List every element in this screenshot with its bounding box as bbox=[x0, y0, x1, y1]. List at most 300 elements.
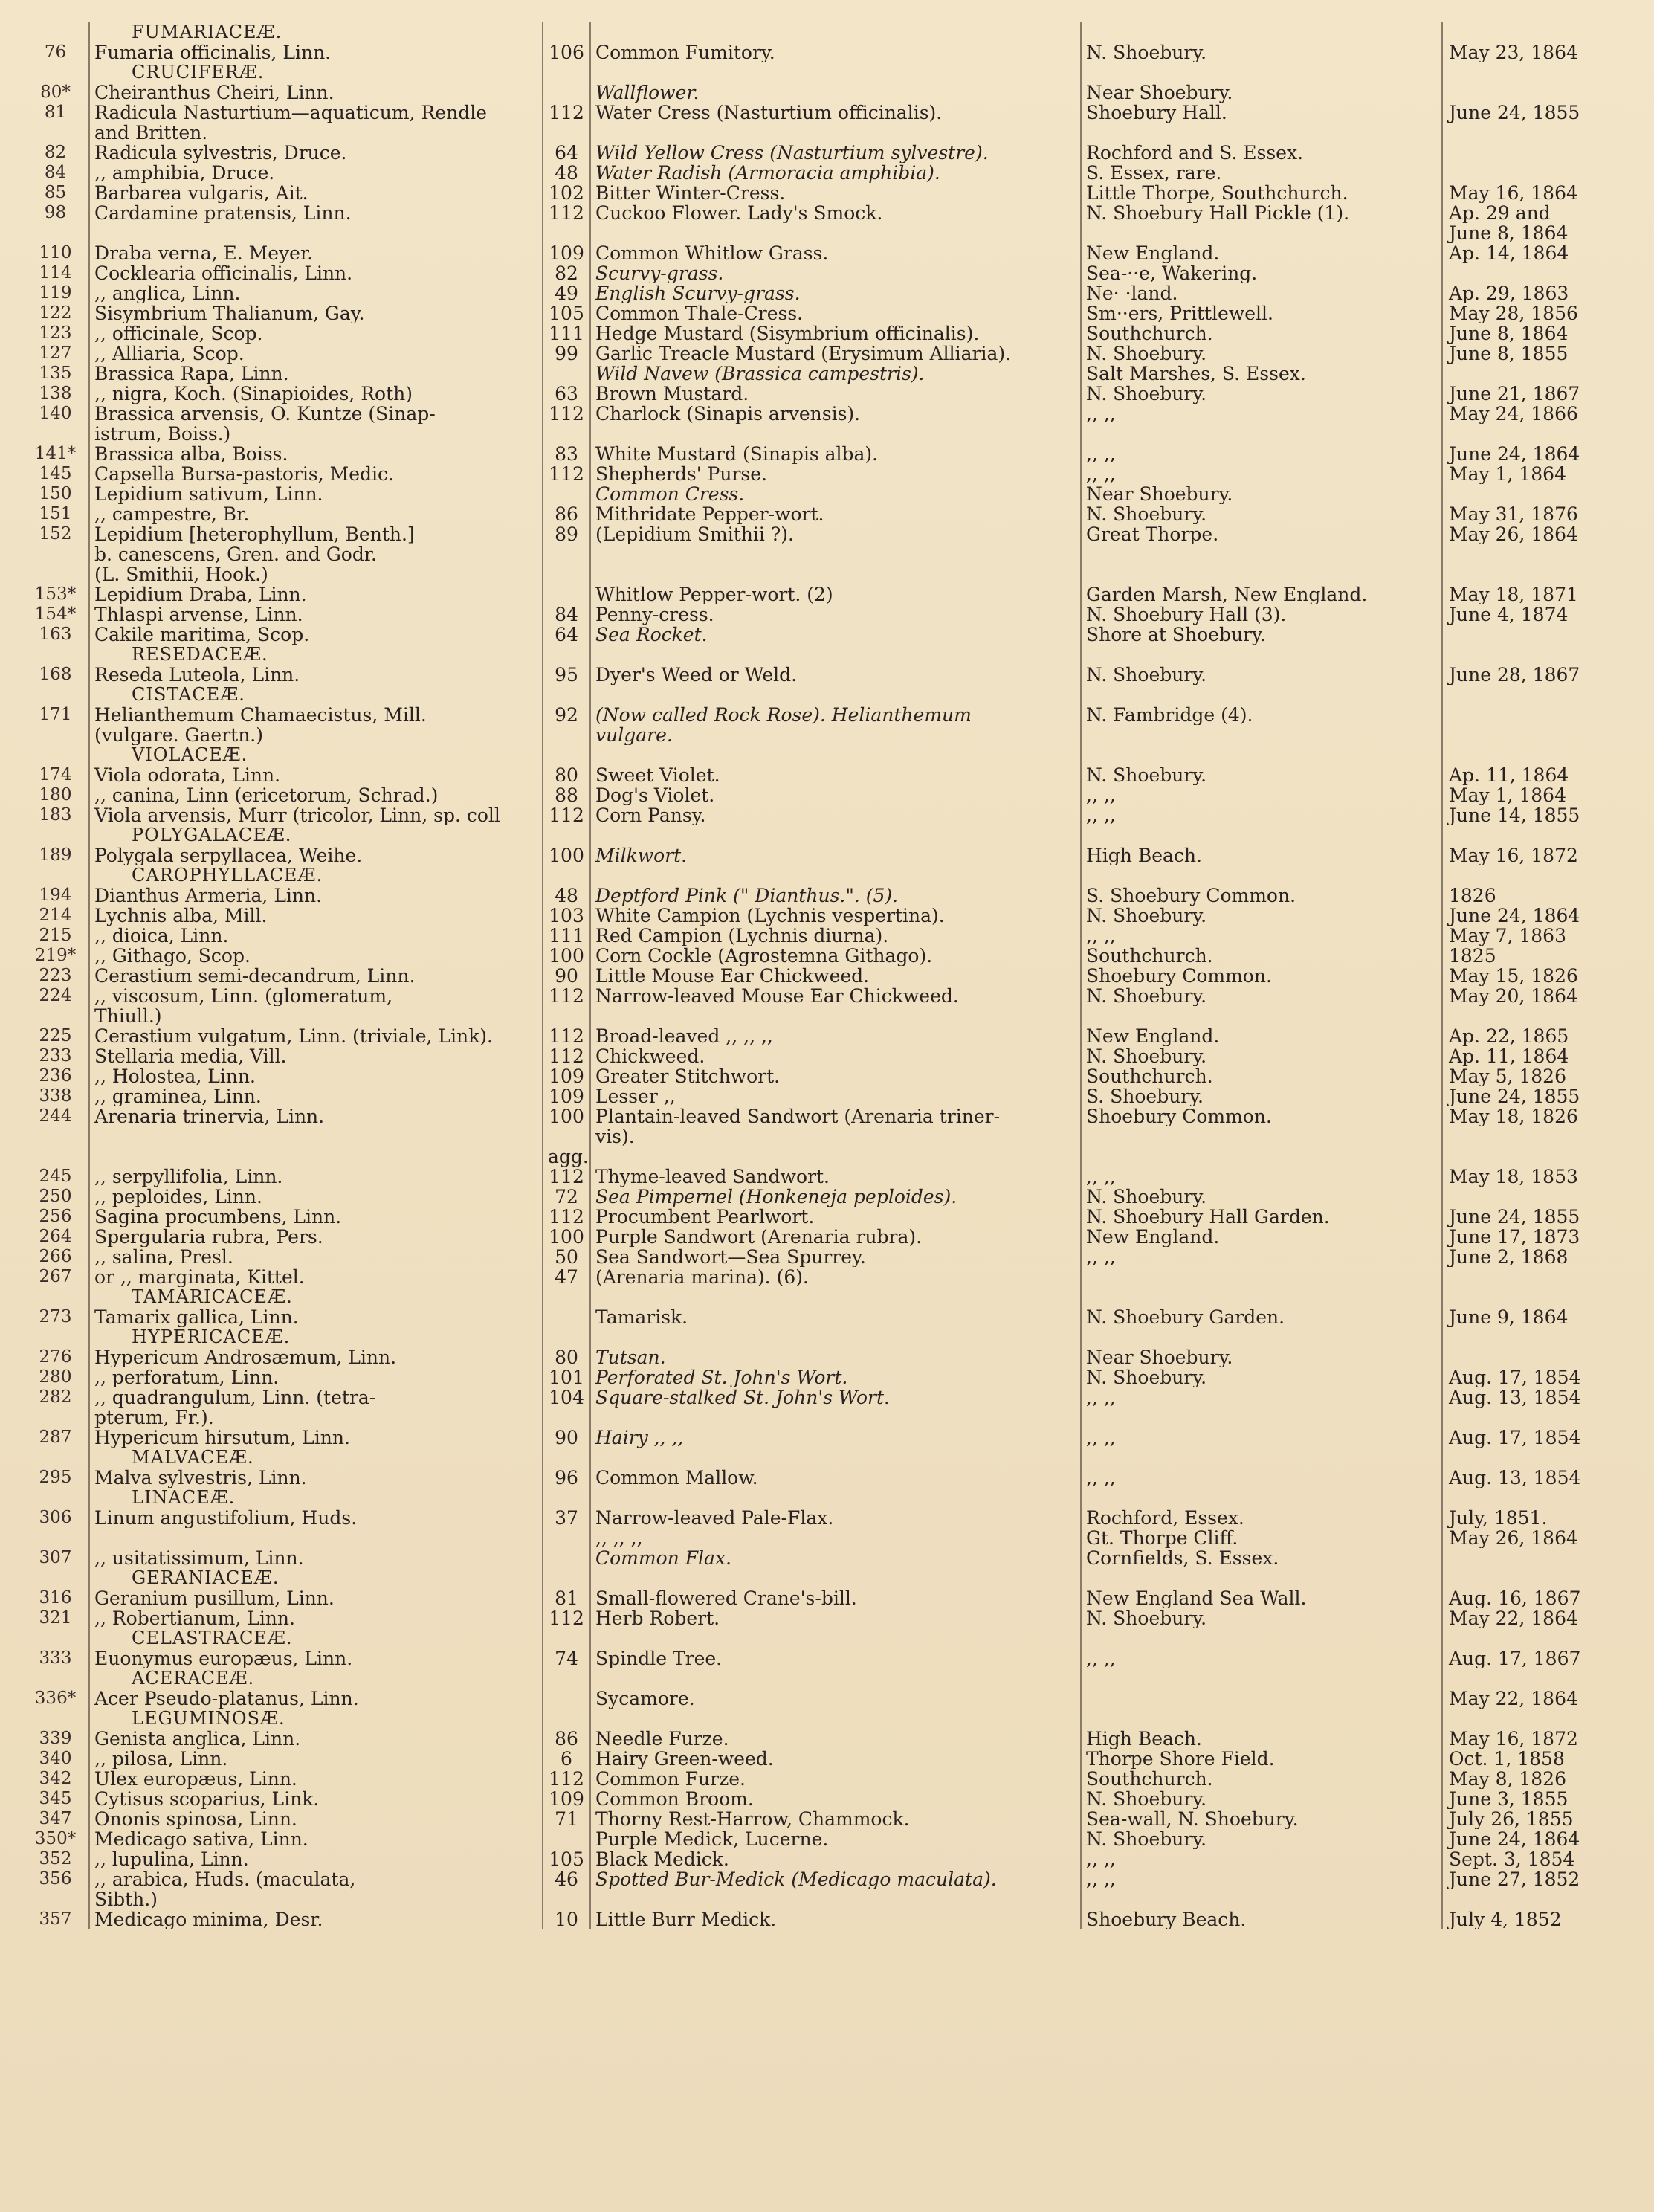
entry-number: 338 bbox=[39, 1086, 72, 1106]
common-name: ,, ,, ,, bbox=[590, 1528, 1081, 1548]
page-number: 100 bbox=[543, 1106, 590, 1126]
record-date: Aug. 17, 1854 bbox=[1442, 1428, 1628, 1448]
entry-number: 81 bbox=[44, 103, 67, 122]
record-date: May 26, 1864 bbox=[1442, 524, 1628, 544]
common-name bbox=[590, 123, 1081, 143]
latin-name: Fumaria officinalis, Linn. bbox=[89, 42, 543, 62]
common-name: Common Broom. bbox=[590, 1789, 1081, 1809]
table-row bbox=[22, 143, 1628, 163]
page-number: 64 bbox=[543, 143, 590, 163]
latin-name: Cerastium vulgatum, Linn. (triviale, Link). bbox=[89, 1026, 543, 1046]
species-ledger-table bbox=[22, 22, 1628, 1929]
record-date: June 8, 1864 bbox=[1442, 223, 1628, 243]
latin-name: (L. Smithii, Hook.) bbox=[89, 564, 543, 584]
common-name: Common Cress. bbox=[590, 484, 1081, 504]
table-row bbox=[22, 1408, 1628, 1428]
locality: ,, ,, bbox=[1081, 1428, 1442, 1448]
latin-name: ,, viscosum, Linn. (glomeratum, bbox=[89, 986, 543, 1006]
record-date: May 1, 1864 bbox=[1442, 785, 1628, 805]
common-name: Common Whitlow Grass. bbox=[590, 243, 1081, 263]
entry-number: 168 bbox=[39, 665, 72, 684]
entry-number: 135 bbox=[39, 364, 72, 383]
latin-name: ,, Holostea, Linn. bbox=[89, 1066, 543, 1086]
common-name: Cuckoo Flower. Lady's Smock. bbox=[590, 203, 1081, 223]
record-date: June 17, 1873 bbox=[1442, 1227, 1628, 1247]
record-date bbox=[1442, 865, 1628, 886]
table-row bbox=[22, 906, 1628, 926]
locality: ,, ,, bbox=[1081, 1387, 1442, 1408]
common-name: (Now called Rock Rose). Helianthemum bbox=[590, 705, 1081, 725]
common-name: Plantain-leaved Sandwort (Arenaria triner- bbox=[590, 1106, 1081, 1126]
latin-name: ,, canina, Linn (ericetorum, Schrad.) bbox=[89, 785, 543, 805]
locality: Ne· ·land. bbox=[1081, 283, 1442, 303]
common-name: Purple Sandwort (Arenaria rubra). bbox=[590, 1227, 1081, 1247]
latin-name: ,, campestre, Br. bbox=[89, 504, 543, 524]
locality: N. Shoebury. bbox=[1081, 504, 1442, 524]
record-date: May 18, 1826 bbox=[1442, 1106, 1628, 1126]
entry-number: 276 bbox=[39, 1347, 72, 1367]
page-number: 105 bbox=[543, 1849, 590, 1869]
record-date: Aug. 17, 1854 bbox=[1442, 1367, 1628, 1387]
locality: Rochford and S. Essex. bbox=[1081, 143, 1442, 163]
record-date: Ap. 11, 1864 bbox=[1442, 765, 1628, 785]
locality bbox=[1081, 1287, 1442, 1307]
locality bbox=[1081, 564, 1442, 584]
entry-number: 80* bbox=[40, 83, 71, 102]
latin-name: Viola arvensis, Murr (tricolor, Linn, sp. coll bbox=[89, 805, 543, 825]
latin-name: ,, Alliaria, Scop. bbox=[89, 344, 543, 364]
common-name bbox=[590, 62, 1081, 83]
locality: New England. bbox=[1081, 243, 1442, 263]
record-date: June 14, 1855 bbox=[1442, 805, 1628, 825]
record-date: May 20, 1864 bbox=[1442, 986, 1628, 1006]
latin-name: Linum angustifolium, Huds. bbox=[89, 1508, 543, 1528]
locality: ,, ,, bbox=[1081, 926, 1442, 946]
page-number: 112 bbox=[543, 103, 590, 123]
locality: Shore at Shoebury. bbox=[1081, 625, 1442, 645]
entry-number bbox=[22, 645, 89, 665]
latin-name: and Britten. bbox=[89, 123, 543, 143]
locality: New England. bbox=[1081, 1026, 1442, 1046]
page-number: 63 bbox=[543, 384, 590, 404]
latin-name: Genista anglica, Linn. bbox=[89, 1729, 543, 1749]
common-name: Sea Rocket. bbox=[590, 625, 1081, 645]
latin-name: Brassica arvensis, O. Kuntze (Sinap- bbox=[89, 404, 543, 424]
table-row bbox=[22, 1769, 1628, 1789]
table-row bbox=[22, 1167, 1628, 1187]
common-name: Wild Yellow Cress (Nasturtium sylvestre). bbox=[590, 143, 1081, 163]
common-name: Herb Robert. bbox=[590, 1608, 1081, 1628]
table-row bbox=[22, 966, 1628, 986]
latin-name: Sagina procumbens, Linn. bbox=[89, 1207, 543, 1227]
locality bbox=[1081, 865, 1442, 886]
table-row bbox=[22, 544, 1628, 564]
common-name: Common Flax. bbox=[590, 1548, 1081, 1568]
locality: Southchurch. bbox=[1081, 1769, 1442, 1789]
common-name bbox=[590, 564, 1081, 584]
family-heading: GERANIACEÆ. bbox=[89, 1568, 543, 1588]
page-number: 109 bbox=[543, 243, 590, 263]
common-name: Shepherds' Purse. bbox=[590, 464, 1081, 484]
page-number: 64 bbox=[543, 625, 590, 645]
table-row bbox=[22, 725, 1628, 745]
page-number: 99 bbox=[543, 344, 590, 364]
common-name: Chickweed. bbox=[590, 1046, 1081, 1066]
page-number: 81 bbox=[543, 1588, 590, 1608]
record-date: May 5, 1826 bbox=[1442, 1066, 1628, 1086]
entry-number: 245 bbox=[39, 1167, 72, 1186]
locality: Near Shoebury. bbox=[1081, 484, 1442, 504]
entry-number: 151 bbox=[39, 504, 72, 523]
latin-name: ,, Githago, Scop. bbox=[89, 946, 543, 966]
page-number: 112 bbox=[543, 1608, 590, 1628]
locality bbox=[1081, 1889, 1442, 1909]
latin-name: Helianthemum Chamaecistus, Mill. bbox=[89, 705, 543, 725]
latin-name: Sisymbrium Thalianum, Gay. bbox=[89, 303, 543, 323]
latin-name: or ,, marginata, Kittel. bbox=[89, 1267, 543, 1287]
page-number: 109 bbox=[543, 1066, 590, 1086]
locality: N. Shoebury. bbox=[1081, 1367, 1442, 1387]
common-name bbox=[590, 1709, 1081, 1729]
entry-number bbox=[22, 745, 89, 765]
latin-name: Radicula sylvestris, Druce. bbox=[89, 143, 543, 163]
locality bbox=[1081, 223, 1442, 243]
common-name: Black Medick. bbox=[590, 1849, 1081, 1869]
family-heading-row bbox=[22, 685, 1628, 705]
common-name bbox=[590, 1488, 1081, 1508]
common-name: vulgare. bbox=[590, 725, 1081, 745]
locality: ,, ,, bbox=[1081, 1247, 1442, 1267]
table-row bbox=[22, 183, 1628, 203]
record-date bbox=[1442, 62, 1628, 83]
common-name bbox=[590, 1287, 1081, 1307]
record-date bbox=[1442, 1408, 1628, 1428]
locality: N. Shoebury Garden. bbox=[1081, 1307, 1442, 1327]
entry-number: 295 bbox=[39, 1468, 72, 1487]
table-row bbox=[22, 123, 1628, 143]
table-row bbox=[22, 83, 1628, 103]
page-number bbox=[543, 1488, 590, 1508]
common-name: Sycamore. bbox=[590, 1689, 1081, 1709]
locality bbox=[1081, 544, 1442, 564]
locality: ,, ,, bbox=[1081, 1167, 1442, 1187]
common-name: (Lepidium Smithii ?). bbox=[590, 524, 1081, 544]
latin-name: ,, lupulina, Linn. bbox=[89, 1849, 543, 1869]
table-row bbox=[22, 1106, 1628, 1126]
latin-name bbox=[89, 223, 543, 243]
common-name: Hairy Green-weed. bbox=[590, 1749, 1081, 1769]
common-name: Dog's Violet. bbox=[590, 785, 1081, 805]
latin-name: (vulgare. Gaertn.) bbox=[89, 725, 543, 745]
common-name bbox=[590, 1628, 1081, 1648]
common-name: Scurvy-grass. bbox=[590, 263, 1081, 283]
common-name bbox=[590, 22, 1081, 42]
entry-number: 316 bbox=[39, 1588, 72, 1608]
page-number: 37 bbox=[543, 1508, 590, 1528]
table-row bbox=[22, 1909, 1628, 1929]
entry-number: 122 bbox=[39, 303, 72, 323]
record-date: May 28, 1856 bbox=[1442, 303, 1628, 323]
record-date bbox=[1442, 143, 1628, 163]
record-date: May 16, 1864 bbox=[1442, 183, 1628, 203]
table-row bbox=[22, 845, 1628, 865]
record-date: May 1, 1864 bbox=[1442, 464, 1628, 484]
common-name bbox=[590, 1147, 1081, 1167]
record-date bbox=[1442, 645, 1628, 665]
common-name: White Campion (Lychnis vespertina). bbox=[590, 906, 1081, 926]
entry-number: 340 bbox=[39, 1749, 72, 1768]
common-name bbox=[590, 825, 1081, 845]
record-date bbox=[1442, 685, 1628, 705]
latin-name: Thiull.) bbox=[89, 1006, 543, 1026]
page-number: 103 bbox=[543, 906, 590, 926]
table-row bbox=[22, 464, 1628, 484]
page-number: 50 bbox=[543, 1247, 590, 1267]
latin-name: Thlaspi arvense, Linn. bbox=[89, 604, 543, 625]
family-heading: LINACEÆ. bbox=[89, 1488, 543, 1508]
entry-number: 352 bbox=[39, 1849, 72, 1868]
entry-number bbox=[22, 725, 89, 745]
locality: Shoebury Common. bbox=[1081, 966, 1442, 986]
entry-number bbox=[22, 1327, 89, 1347]
locality bbox=[1081, 1408, 1442, 1428]
record-date: Ap. 29 and bbox=[1442, 203, 1628, 223]
latin-name bbox=[89, 1147, 543, 1167]
entry-number: 183 bbox=[39, 805, 72, 825]
record-date: May 22, 1864 bbox=[1442, 1689, 1628, 1709]
locality: Southchurch. bbox=[1081, 323, 1442, 344]
page-number bbox=[543, 1448, 590, 1468]
page-number: 46 bbox=[543, 1869, 590, 1889]
page-number: 112 bbox=[543, 1046, 590, 1066]
table-row bbox=[22, 1267, 1628, 1287]
entry-number: 180 bbox=[39, 785, 72, 804]
record-date bbox=[1442, 1267, 1628, 1287]
latin-name: Cheiranthus Cheiri, Linn. bbox=[89, 83, 543, 103]
locality bbox=[1081, 22, 1442, 42]
common-name bbox=[590, 1668, 1081, 1689]
table-row bbox=[22, 1849, 1628, 1869]
table-row bbox=[22, 1307, 1628, 1327]
entry-number: 357 bbox=[39, 1909, 72, 1929]
page-number bbox=[543, 1287, 590, 1307]
locality bbox=[1081, 1628, 1442, 1648]
table-row bbox=[22, 1006, 1628, 1026]
locality: New England Sea Wall. bbox=[1081, 1588, 1442, 1608]
table-row bbox=[22, 263, 1628, 283]
entry-number: 152 bbox=[39, 524, 72, 544]
entry-number: 84 bbox=[44, 163, 67, 182]
page-number: 112 bbox=[543, 1769, 590, 1789]
entry-number bbox=[22, 564, 89, 584]
entry-number: 215 bbox=[39, 926, 72, 945]
latin-name: istrum, Boiss.) bbox=[89, 424, 543, 444]
common-name bbox=[590, 685, 1081, 705]
record-date: Ap. 22, 1865 bbox=[1442, 1026, 1628, 1046]
record-date bbox=[1442, 1126, 1628, 1147]
family-heading: POLYGALACEÆ. bbox=[89, 825, 543, 845]
table-row bbox=[22, 1367, 1628, 1387]
page-number bbox=[543, 825, 590, 845]
record-date bbox=[1442, 705, 1628, 725]
page-number: 47 bbox=[543, 1267, 590, 1287]
latin-name: ,, nigra, Koch. (Sinapioides, Roth) bbox=[89, 384, 543, 404]
table-row bbox=[22, 1508, 1628, 1528]
entry-number: 141* bbox=[34, 444, 77, 463]
latin-name: Cocklearia officinalis, Linn. bbox=[89, 263, 543, 283]
page-number bbox=[543, 484, 590, 504]
common-name: Narrow-leaved Pale-Flax. bbox=[590, 1508, 1081, 1528]
page-number: 71 bbox=[543, 1809, 590, 1829]
page-number: 104 bbox=[543, 1387, 590, 1408]
locality: N. Shoebury. bbox=[1081, 906, 1442, 926]
entry-number: 145 bbox=[39, 464, 72, 483]
table-row bbox=[22, 1387, 1628, 1408]
page-number bbox=[543, 1408, 590, 1428]
locality: Near Shoebury. bbox=[1081, 83, 1442, 103]
table-row bbox=[22, 223, 1628, 243]
family-heading: FUMARIACEÆ. bbox=[89, 22, 543, 42]
common-name: Wallflower. bbox=[590, 83, 1081, 103]
record-date bbox=[1442, 1488, 1628, 1508]
table-row bbox=[22, 765, 1628, 785]
record-date bbox=[1442, 1668, 1628, 1689]
locality: Garden Marsh, New England. bbox=[1081, 584, 1442, 604]
page-number: 88 bbox=[543, 785, 590, 805]
latin-name: Brassica Rapa, Linn. bbox=[89, 364, 543, 384]
page-number bbox=[543, 1568, 590, 1588]
common-name bbox=[590, 1006, 1081, 1026]
table-row bbox=[22, 1086, 1628, 1106]
locality bbox=[1081, 1689, 1442, 1709]
page-number bbox=[543, 1126, 590, 1147]
locality: N. Shoebury. bbox=[1081, 1789, 1442, 1809]
table-row bbox=[22, 504, 1628, 524]
record-date: June 24, 1864 bbox=[1442, 444, 1628, 464]
entry-number: 267 bbox=[39, 1267, 72, 1286]
family-heading-row bbox=[22, 645, 1628, 665]
latin-name: Brassica alba, Boiss. bbox=[89, 444, 543, 464]
family-heading-row bbox=[22, 1448, 1628, 1468]
locality: N. Shoebury. bbox=[1081, 384, 1442, 404]
page-number: 111 bbox=[543, 926, 590, 946]
page-number: 106 bbox=[543, 42, 590, 62]
page-number bbox=[543, 1528, 590, 1548]
entry-number: 307 bbox=[39, 1548, 72, 1567]
locality: ,, ,, bbox=[1081, 805, 1442, 825]
latin-name: Viola odorata, Linn. bbox=[89, 765, 543, 785]
record-date bbox=[1442, 123, 1628, 143]
page-number: 112 bbox=[543, 1026, 590, 1046]
entry-number: 333 bbox=[39, 1648, 72, 1668]
table-row bbox=[22, 926, 1628, 946]
page-number bbox=[543, 123, 590, 143]
latin-name: Spergularia rubra, Pers. bbox=[89, 1227, 543, 1247]
latin-name: Medicago sativa, Linn. bbox=[89, 1829, 543, 1849]
page-number: 109 bbox=[543, 1086, 590, 1106]
table-row bbox=[22, 384, 1628, 404]
page-number bbox=[543, 685, 590, 705]
common-name: (Arenaria marina). (6). bbox=[590, 1267, 1081, 1287]
table-row bbox=[22, 1428, 1628, 1448]
record-date: June 8, 1855 bbox=[1442, 344, 1628, 364]
table-row bbox=[22, 1588, 1628, 1608]
latin-name: Capsella Bursa-pastoris, Medic. bbox=[89, 464, 543, 484]
page-number bbox=[543, 223, 590, 243]
record-date: June 24, 1864 bbox=[1442, 1829, 1628, 1849]
latin-name: Cakile maritima, Scop. bbox=[89, 625, 543, 645]
common-name: Square-stalked St. John's Wort. bbox=[590, 1387, 1081, 1408]
page-number bbox=[543, 424, 590, 444]
locality bbox=[1081, 1488, 1442, 1508]
latin-name: ,, Robertianum, Linn. bbox=[89, 1608, 543, 1628]
page-number bbox=[543, 1006, 590, 1026]
table-row bbox=[22, 1548, 1628, 1568]
record-date bbox=[1442, 163, 1628, 183]
latin-name: Arenaria trinervia, Linn. bbox=[89, 1106, 543, 1126]
entry-number: 266 bbox=[39, 1247, 72, 1266]
table-row bbox=[22, 886, 1628, 906]
latin-name: ,, arabica, Huds. (maculata, bbox=[89, 1869, 543, 1889]
common-name: Common Mallow. bbox=[590, 1468, 1081, 1488]
locality: N. Shoebury. bbox=[1081, 344, 1442, 364]
family-heading-row bbox=[22, 1287, 1628, 1307]
latin-name: pterum, Fr.). bbox=[89, 1408, 543, 1428]
common-name: Tutsan. bbox=[590, 1347, 1081, 1367]
table-row bbox=[22, 1147, 1628, 1167]
locality bbox=[1081, 685, 1442, 705]
locality: ,, ,, bbox=[1081, 785, 1442, 805]
table-row bbox=[22, 1126, 1628, 1147]
latin-name: Medicago minima, Desr. bbox=[89, 1909, 543, 1929]
entry-number: 233 bbox=[39, 1046, 72, 1065]
common-name: Mithridate Pepper-wort. bbox=[590, 504, 1081, 524]
record-date: Aug. 13, 1854 bbox=[1442, 1387, 1628, 1408]
common-name: Broad-leaved ,, ,, ,, bbox=[590, 1026, 1081, 1046]
table-row bbox=[22, 1347, 1628, 1367]
locality: N. Shoebury. bbox=[1081, 1187, 1442, 1207]
locality: New England. bbox=[1081, 1227, 1442, 1247]
family-heading-row bbox=[22, 22, 1628, 42]
locality bbox=[1081, 1267, 1442, 1287]
latin-name: Sibth.) bbox=[89, 1889, 543, 1909]
entry-number bbox=[22, 685, 89, 705]
table-row bbox=[22, 1869, 1628, 1889]
latin-name: Geranium pusillum, Linn. bbox=[89, 1588, 543, 1608]
entry-number bbox=[22, 865, 89, 886]
latin-name: Euonymus europæus, Linn. bbox=[89, 1648, 543, 1668]
family-heading: ACERACEÆ. bbox=[89, 1668, 543, 1689]
locality: S. Shoebury. bbox=[1081, 1086, 1442, 1106]
page-number bbox=[543, 1829, 590, 1849]
page-number bbox=[543, 1628, 590, 1648]
common-name: vis). bbox=[590, 1126, 1081, 1147]
record-date bbox=[1442, 544, 1628, 564]
locality bbox=[1081, 62, 1442, 83]
latin-name: Stellaria media, Vill. bbox=[89, 1046, 543, 1066]
record-date bbox=[1442, 22, 1628, 42]
common-name: Procumbent Pearlwort. bbox=[590, 1207, 1081, 1227]
page-number bbox=[543, 725, 590, 745]
family-heading-row bbox=[22, 1709, 1628, 1729]
family-heading-row bbox=[22, 1668, 1628, 1689]
table-row bbox=[22, 986, 1628, 1006]
latin-name: Cytisus scoparius, Link. bbox=[89, 1789, 543, 1809]
page-number bbox=[543, 83, 590, 103]
page-number: 100 bbox=[543, 1227, 590, 1247]
table-row bbox=[22, 1207, 1628, 1227]
page-number: 6 bbox=[543, 1749, 590, 1769]
